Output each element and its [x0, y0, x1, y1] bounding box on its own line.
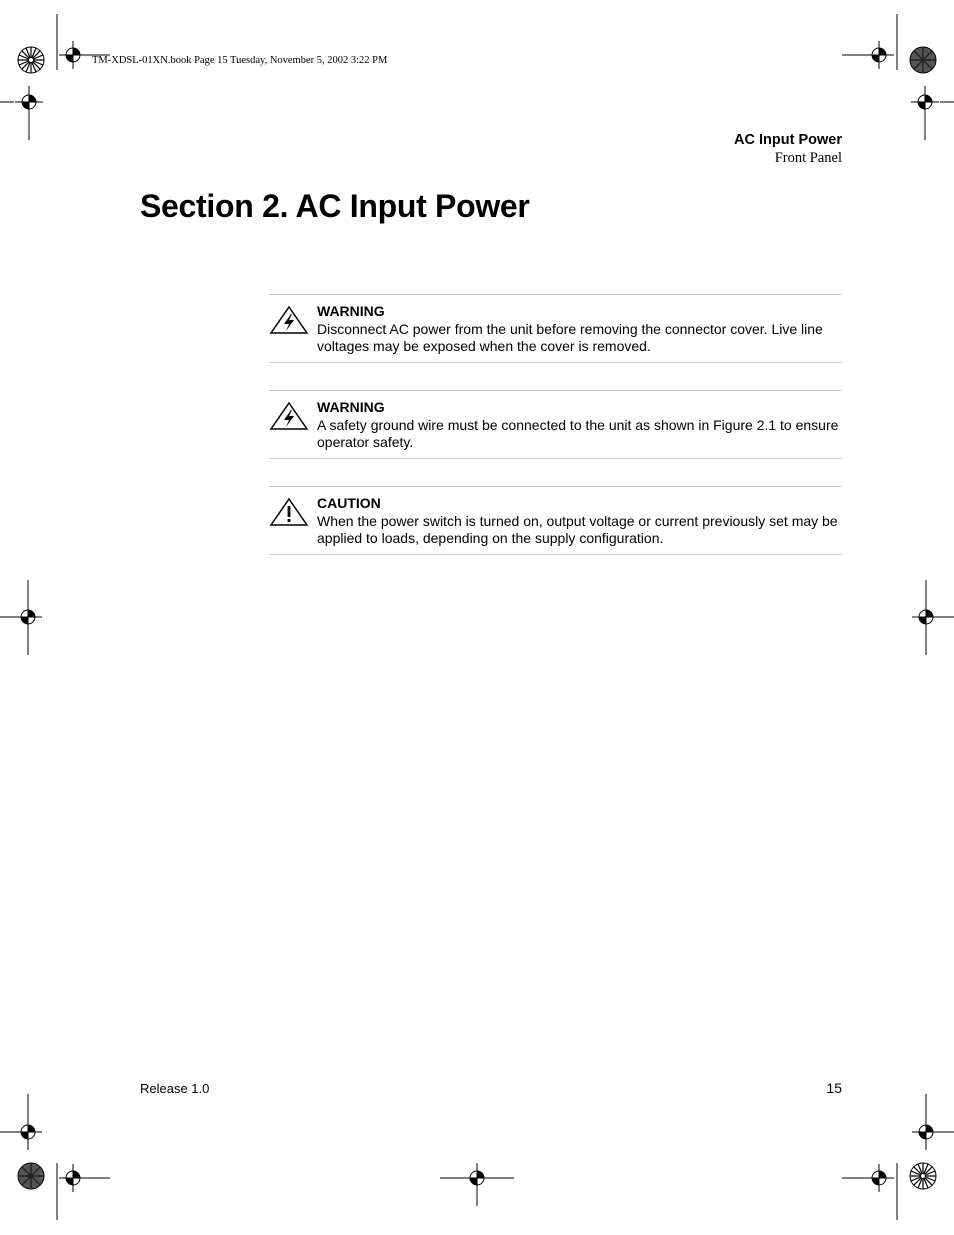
registration-star-icon	[18, 1163, 44, 1189]
registration-target-icon	[59, 41, 87, 69]
running-head-title: AC Input Power	[734, 132, 842, 148]
notice-text: A safety ground wire must be connected to the unit as shown in Figure 2.1 to ensure operator safety.	[317, 416, 839, 450]
print-slug: TM-XDSL-01XN.book Page 15 Tuesday, November 5, 2002 3:22 PM	[92, 55, 388, 66]
notice-label: CAUTION	[317, 495, 381, 511]
registration-star-icon	[910, 47, 936, 73]
notice-text: When the power switch is turned on, output voltage or current previously set may be applied to loads, depending on the supply configuration.	[317, 512, 838, 546]
footer-release: Release 1.0	[140, 1081, 210, 1096]
running-head	[734, 131, 842, 167]
exclamation-caution-icon	[269, 497, 309, 531]
section-title: Section 2. AC Input Power	[140, 188, 530, 224]
notice-text: Disconnect AC power from the unit before removing the connector cover. Live line voltages may be exposed when the cover is removed.	[317, 320, 823, 354]
electric-shock-warning-icon	[269, 401, 309, 435]
registration-star-icon	[910, 1163, 936, 1189]
warning-notice-1	[269, 294, 842, 363]
caution-notice	[269, 486, 842, 555]
registration-target-icon	[865, 41, 893, 69]
registration-star-icon	[18, 47, 44, 73]
running-head-subtitle: Front Panel	[774, 150, 842, 166]
registration-target-icon	[59, 1164, 87, 1192]
notice-label: WARNING	[317, 399, 385, 415]
registration-target-icon	[865, 1164, 893, 1192]
electric-shock-warning-icon	[269, 305, 309, 339]
footer-page-number: 15	[826, 1080, 842, 1096]
warning-notice-2	[269, 390, 842, 459]
notice-label: WARNING	[317, 303, 385, 319]
